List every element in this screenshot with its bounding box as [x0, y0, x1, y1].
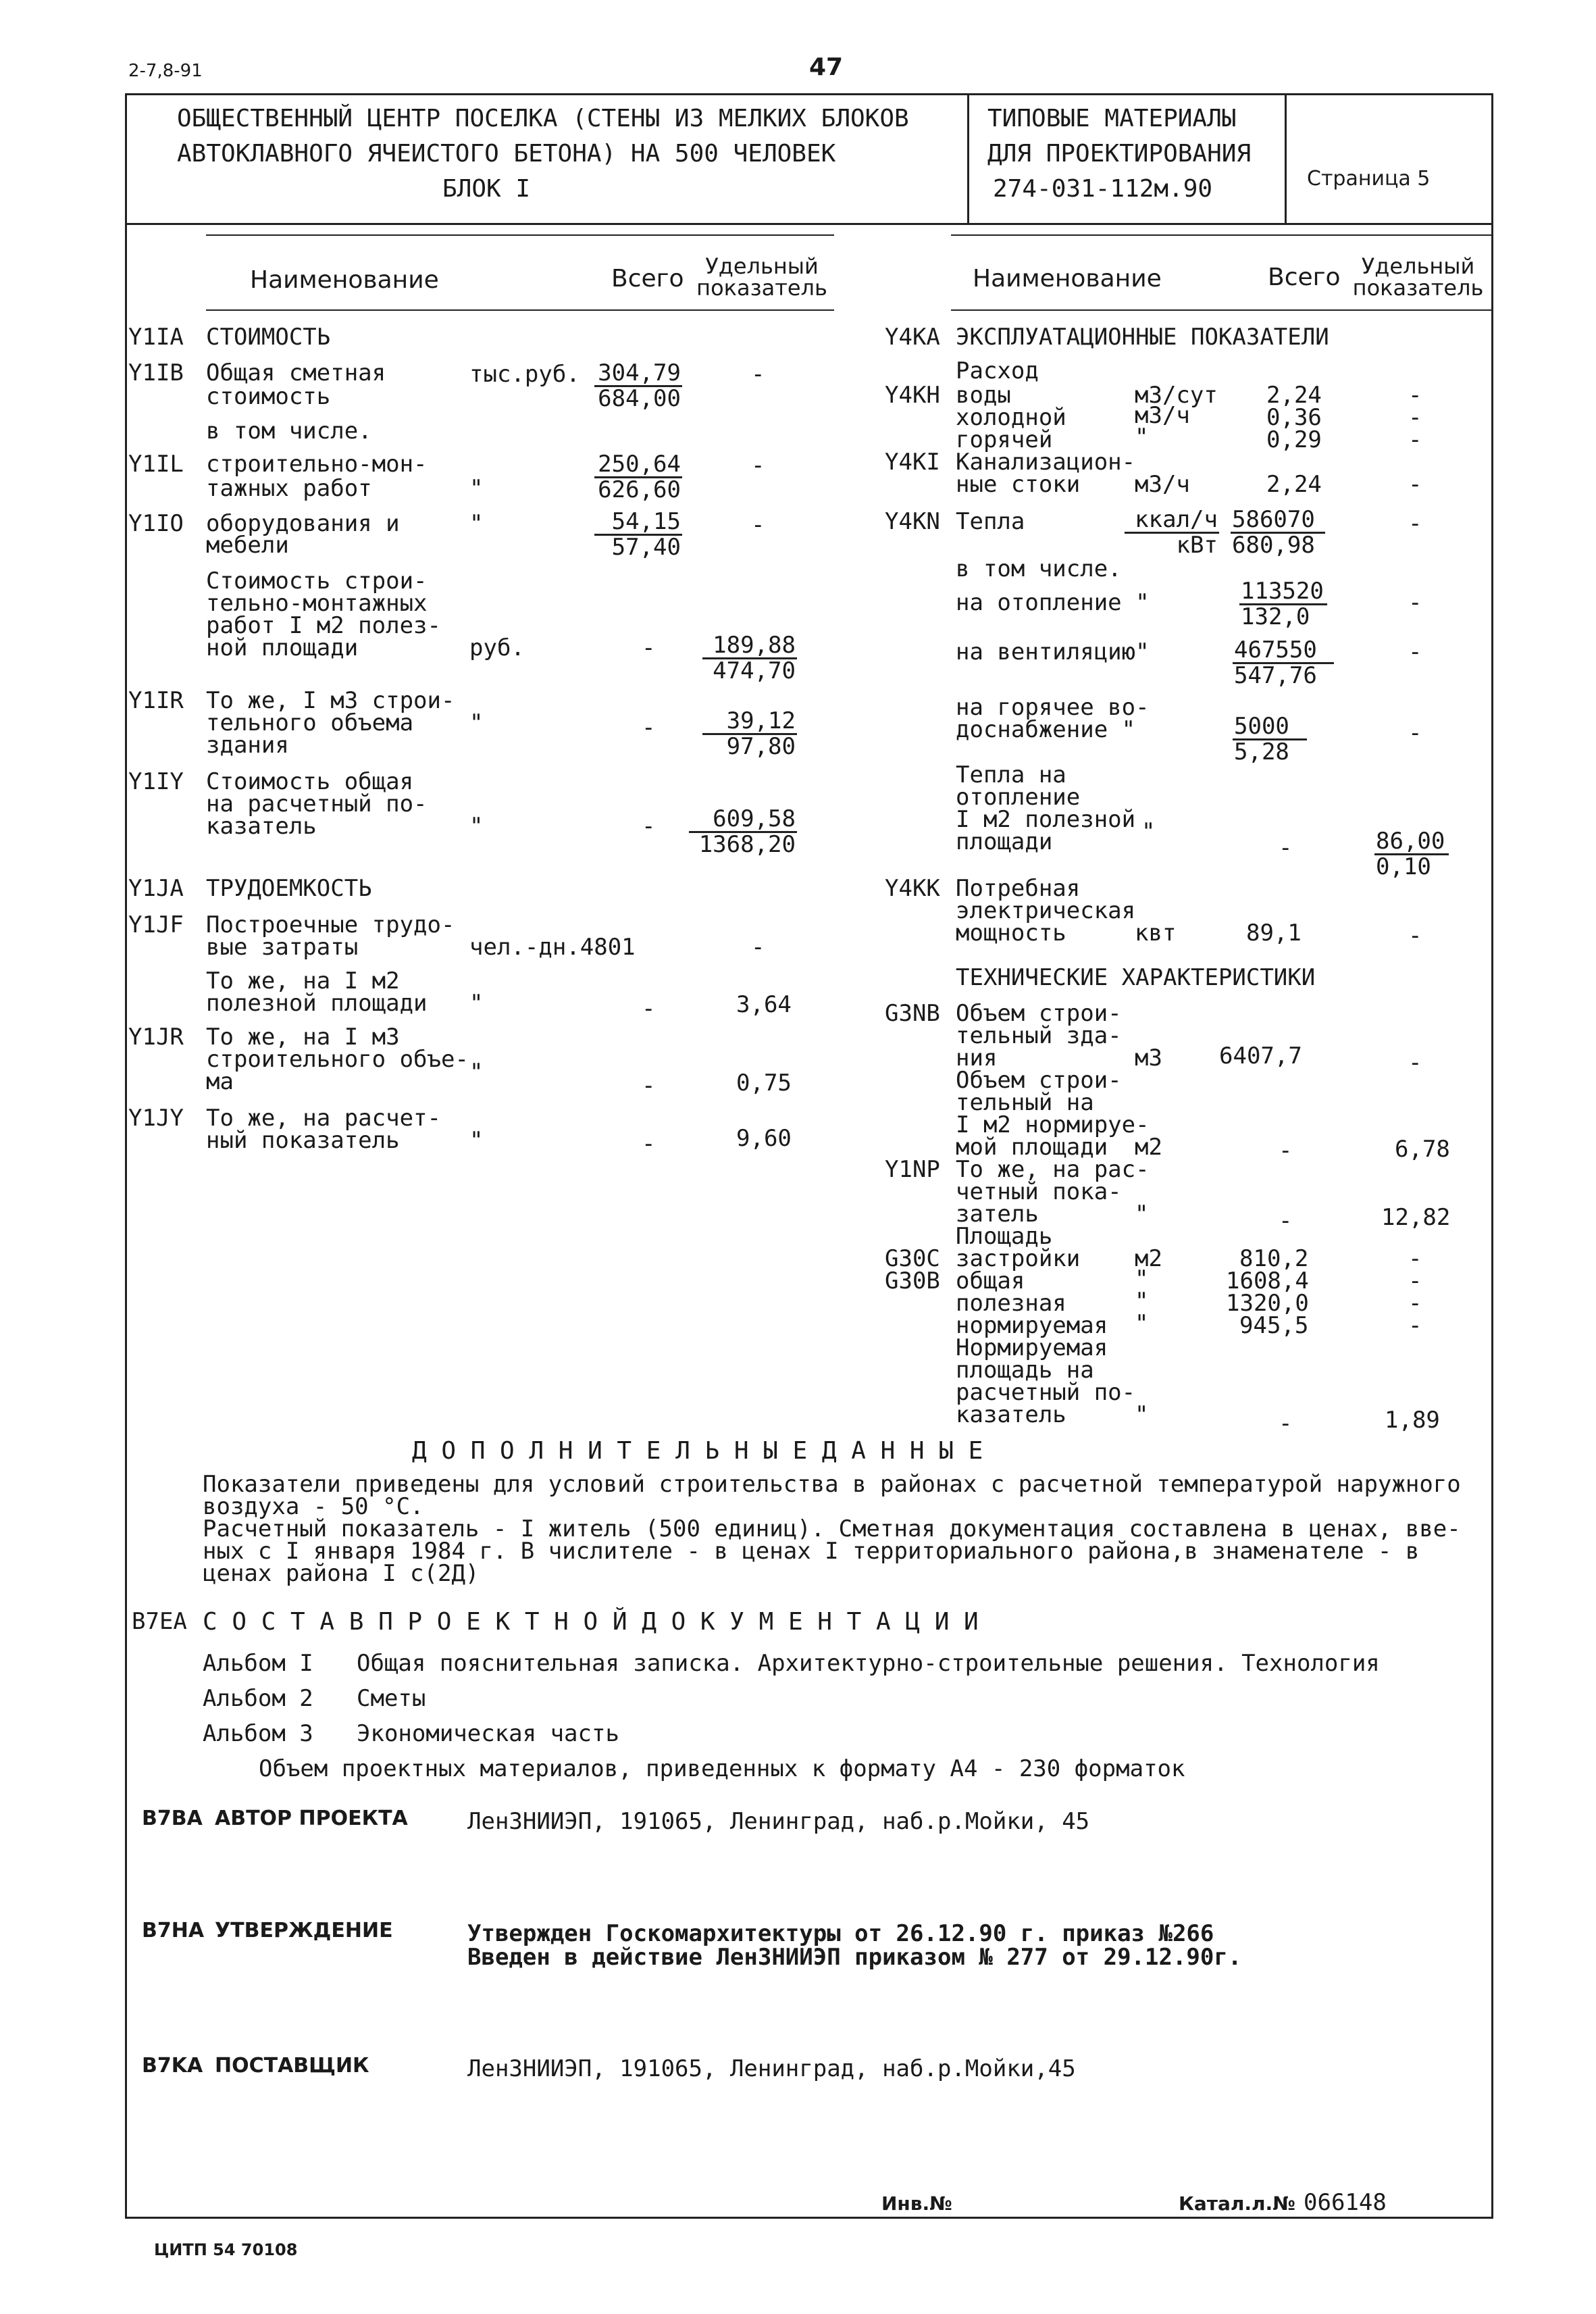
heat-unit-num: ккал/ч: [1125, 508, 1219, 534]
heating-fraction: [1239, 580, 1327, 628]
cost-m3-l1: То же, I м3 строи-: [206, 687, 455, 714]
heat-m2-unit: ": [1141, 818, 1156, 845]
equipment-cost-num: 54,15: [594, 510, 682, 536]
code-y1ib: Y1IB: [128, 359, 184, 386]
equipment-cost-spec: -: [751, 511, 765, 538]
left-spec-h2: показатель: [696, 275, 827, 301]
labor-m2-total: -: [642, 995, 656, 1022]
heating-spec: -: [1408, 589, 1422, 616]
cost-calc-den: 1368,20: [698, 831, 796, 858]
right-header-top-rule: [951, 234, 1491, 236]
extra-p1: Показатели приведены для условий строительства в районах с расчетной температурой наружного: [203, 1471, 1461, 1498]
heat-m2-l4: площади: [956, 828, 1053, 855]
area-total-value: 1608,4: [1226, 1267, 1309, 1294]
heat-unit-fraction: [1125, 508, 1219, 557]
vol-m2-l2: тельный на: [956, 1089, 1094, 1116]
area-useful-spec: -: [1408, 1290, 1422, 1317]
area-norm-label: нормируемая: [956, 1312, 1108, 1339]
cost-m2-num: 189,88: [702, 634, 797, 659]
vol-m2-l1: Объем строи-: [956, 1067, 1122, 1094]
total-cost-den: 684,00: [598, 385, 681, 412]
area-calc-l4: казатель: [956, 1401, 1066, 1428]
labor-calc-total: -: [642, 1130, 656, 1157]
album-2-label: Альбом 2: [203, 1685, 313, 1712]
construction-cost-l1: строительно-мон-: [206, 451, 428, 478]
equipment-cost-l1: оборудования и: [206, 510, 400, 537]
equipment-cost-fraction: [594, 510, 682, 559]
cost-calc-fraction: [689, 807, 797, 856]
volume-value: 6407,7: [1219, 1042, 1302, 1070]
construction-cost-fraction: [594, 453, 682, 501]
page-number: 47: [809, 53, 844, 81]
heating-num: 113520: [1239, 580, 1327, 605]
construction-cost-num: 250,64: [594, 453, 682, 478]
vol-m2-unit: м2: [1135, 1134, 1162, 1161]
cost-m3-total: -: [642, 714, 656, 741]
area-norm-spec: -: [1408, 1312, 1422, 1339]
section-technical: ТЕХНИЧЕСКИЕ ХАРАКТЕРИСТИКИ: [956, 964, 1316, 991]
hotwater-num: 5000: [1233, 715, 1307, 740]
right-header-bottom-rule: [951, 309, 1491, 311]
object-name-line1: ОБЩЕСТВЕННЫЙ ЦЕНТР ПОСЕЛКА (СТЕНЫ ИЗ МЕЛКИХ БЛОКОВ: [177, 105, 909, 132]
cost-m3-l2: тельного объема: [206, 709, 414, 736]
labor-costs-l1: Построечные трудо-: [206, 911, 455, 938]
sewer-unit: м3/ч: [1135, 471, 1190, 498]
vol-m2-l3: I м2 нормируе-: [956, 1111, 1150, 1138]
left-col-name-header: Наименование: [250, 266, 439, 294]
right-col-name-header: Наименование: [973, 265, 1162, 293]
construction-cost-den: 626,60: [598, 476, 681, 503]
power-spec: -: [1408, 922, 1422, 949]
power-value: 89,1: [1246, 920, 1302, 947]
code-y1ja: Y1JA: [128, 875, 184, 902]
supplier-text: ЛенЗНИИЭП, 191065, Ленинград, наб.р.Мойки,45: [467, 2055, 1076, 2082]
approval-l1: Утвержден Госкомархитектуры от 26.12.90 г. приказ №266: [467, 1920, 1214, 1947]
extra-p4: ных с I января 1984 г. В числителе - в ценах I территориального района,в знаменателе - в: [203, 1538, 1420, 1565]
total-cost-fraction: [594, 361, 682, 410]
heat-m2-l1: Тепла на: [956, 761, 1066, 788]
cost-m3-num: 39,12: [702, 709, 797, 735]
catalog-number: 066148: [1304, 2189, 1387, 2216]
water-title: Расход: [956, 357, 1039, 384]
labor-m3-l1: То же, на I м3: [206, 1024, 400, 1051]
section-operational: ЭКСПЛУАТАЦИОННЫЕ ПОКАЗАТЕЛИ: [956, 324, 1329, 351]
hotwater-l1: на горячее во-: [956, 694, 1150, 721]
area-calc-l3: расчетный по-: [956, 1379, 1136, 1406]
water-u1: м3/сут: [1135, 382, 1218, 409]
cost-m2-l2: тельно-монтажных: [206, 590, 428, 617]
heat-spec: -: [1408, 510, 1422, 537]
bottom-code: ЦИТП 54 70108: [154, 2240, 298, 2259]
sewer-value: 2,24: [1266, 471, 1322, 498]
construction-cost-spec: -: [751, 452, 765, 479]
water-s3: -: [1408, 426, 1422, 453]
code-y4ka: Y4KA: [885, 324, 940, 351]
labor-calc-spec: 9,60: [736, 1125, 792, 1152]
heat-num: 586070: [1231, 508, 1325, 534]
series-line2: ДЛЯ ПРОЕКТИРОВАНИЯ: [987, 140, 1252, 168]
cost-m2-unit: руб.: [469, 634, 525, 661]
code-y1ia: Y1IA: [128, 324, 184, 351]
water-s2: -: [1408, 404, 1422, 431]
cost-m2-fraction: [702, 634, 797, 682]
left-spec-h1: Удельный: [705, 253, 819, 279]
water-v3: 0,29: [1266, 426, 1322, 453]
construction-cost-unit: ": [469, 475, 484, 502]
document-code: 2-7,8-91: [128, 61, 203, 81]
cost-m2-den: 474,70: [713, 657, 796, 684]
code-g3nb: G3NB: [885, 1000, 940, 1027]
labor-m2-l2: полезной площади: [206, 990, 428, 1017]
volume-unit: м3: [1135, 1045, 1162, 1072]
labor-m2-spec: 3,64: [736, 991, 792, 1018]
sheet-page-label: Страница 5: [1307, 167, 1431, 191]
code-y1iy: Y1IY: [128, 768, 184, 795]
composition-heading: С О С Т А В П Р О Е К Т Н О Й Д О К У М Е Н Т А Ц И И: [203, 1608, 979, 1636]
total-cost-l2: стоимость: [206, 383, 331, 410]
heat-m2-num: 86,00: [1374, 830, 1449, 855]
approval-l2: Введен в действие ЛенЗНИИЭП приказом № 277 от 29.12.90г.: [467, 1944, 1242, 1971]
extra-p2: воздуха - 50 °С.: [203, 1493, 424, 1520]
total-cost-num: 304,79: [594, 361, 682, 387]
cost-m2-l4: ной площади: [206, 634, 359, 661]
left-col-specific-header: [688, 255, 836, 299]
area-built-spec: -: [1408, 1245, 1422, 1272]
vol-m2-l4: мой площади: [956, 1134, 1108, 1161]
code-g30c: G30C: [885, 1245, 940, 1272]
hotwater-l2: доснабжение ": [956, 716, 1136, 743]
object-name-line3: БЛОК I: [442, 175, 531, 203]
area-calc-unit: ": [1135, 1401, 1149, 1428]
album-1-text: Общая пояснительная записка. Архитектурно-строительные решения. Технология: [357, 1650, 1380, 1677]
area-built-value: 810,2: [1239, 1245, 1309, 1272]
vol-calc-l2: четный пока-: [956, 1178, 1122, 1205]
cost-m3-den: 97,80: [726, 733, 796, 760]
album-3-label: Альбом 3: [203, 1720, 313, 1747]
equipment-cost-l2: мебели: [206, 532, 289, 559]
area-norm-value: 945,5: [1239, 1312, 1309, 1339]
labor-m3-l3: ма: [206, 1068, 234, 1095]
code-y4ki: Y4KI: [885, 449, 940, 476]
heat-m2-den: 0,10: [1376, 853, 1431, 880]
cost-m3-l3: здания: [206, 732, 289, 759]
water-v1: 2,24: [1266, 382, 1322, 409]
vol-calc-l3: затель: [956, 1201, 1039, 1228]
labor-calc-l1: То же, на расчет-: [206, 1105, 441, 1132]
author-text: ЛенЗНИИЭП, 191065, Ленинград, наб.р.Мойки, 45: [467, 1808, 1090, 1835]
code-b7ea: B7EA: [132, 1608, 187, 1635]
code-y1jr: Y1JR: [128, 1024, 184, 1051]
cost-m3-fraction: [702, 709, 797, 758]
labor-m2-unit: ": [469, 990, 484, 1017]
cost-m2-total: -: [642, 634, 656, 661]
heat-m2-fraction: [1374, 830, 1449, 878]
hotwater-fraction: [1233, 715, 1307, 763]
cost-calc-unit: ": [469, 813, 484, 840]
right-incl-label: в том числе.: [956, 555, 1122, 582]
labor-calc-l2: ный показатель: [206, 1127, 400, 1154]
right-spec-h1: Удельный: [1361, 253, 1475, 279]
volume-l3: ния: [956, 1045, 998, 1072]
left-incl-label: в том числе.: [206, 418, 372, 445]
code-y1jy: Y1JY: [128, 1105, 184, 1132]
left-col-total-header: Всего: [611, 265, 684, 293]
hotwater-den: 5,28: [1234, 738, 1289, 765]
labor-m3-unit: ": [469, 1059, 484, 1086]
equipment-cost-unit: ": [469, 510, 484, 537]
water-u3: ": [1135, 424, 1149, 451]
area-useful-unit: ": [1135, 1288, 1149, 1315]
area-useful-label: полезная: [956, 1290, 1066, 1317]
construction-cost-l2: тажных работ: [206, 475, 372, 502]
area-norm-unit: ": [1135, 1310, 1149, 1337]
vent-fraction: [1233, 638, 1334, 687]
labor-m3-l2: строительного объе-: [206, 1046, 469, 1073]
inventory-label: Инв.№: [881, 2192, 952, 2215]
heating-label: на отопление ": [956, 589, 1150, 616]
area-calc-l1: Нормируемая: [956, 1334, 1108, 1361]
area-calc-l2: площадь на: [956, 1357, 1094, 1384]
heat-unit-den: кВт: [1176, 532, 1218, 559]
title-divider-2: [1285, 93, 1287, 224]
water-u2: м3/ч: [1135, 402, 1190, 429]
labor-calc-unit: ": [469, 1127, 484, 1154]
heat-m2-total: -: [1279, 834, 1293, 861]
heat-m2-l3: I м2 полезной: [956, 806, 1136, 833]
water-s1: -: [1408, 382, 1422, 409]
approval-label: УТВЕРЖДЕНИЕ: [215, 1919, 393, 1942]
cost-calc-num: 609,58: [689, 807, 797, 833]
cost-calc-l1: Стоимость общая: [206, 768, 414, 795]
vol-calc-unit: ": [1135, 1201, 1149, 1228]
power-unit: квт: [1135, 920, 1177, 947]
heating-den: 132,0: [1241, 603, 1310, 630]
equipment-cost-den: 57,40: [611, 534, 681, 561]
right-spec-h2: показатель: [1352, 275, 1484, 301]
heat-m2-l2: отопление: [956, 784, 1081, 811]
code-y1np: Y1NP: [885, 1156, 940, 1183]
labor-costs-spec: -: [751, 934, 765, 961]
total-cost-spec: -: [751, 361, 765, 388]
labor-m3-spec: 0,75: [736, 1070, 792, 1097]
power-l1: Потребная: [956, 875, 1081, 902]
author-label: АВТОР ПРОЕКТА: [215, 1807, 408, 1830]
volume-l2: тельный зда-: [956, 1022, 1122, 1049]
total-cost-l1: Общая сметная: [206, 359, 386, 386]
area-calc-total: -: [1279, 1410, 1293, 1437]
extra-p5: ценах района I с(2Д): [203, 1560, 480, 1587]
sewer-l1: Канализацион-: [956, 449, 1136, 476]
area-built-unit: м2: [1135, 1245, 1162, 1272]
code-b7ka: B7KA: [142, 2054, 203, 2078]
water-l2: холодной: [956, 404, 1066, 431]
extra-p3: Расчетный показатель - I житель (500 единиц). Сметная документация составлена в ценах, вве-: [203, 1515, 1461, 1542]
right-col-total-header: Всего: [1268, 263, 1341, 291]
area-built-label: застройки: [956, 1245, 1081, 1272]
vent-den: 547,76: [1234, 662, 1317, 689]
code-y4kk: Y4KK: [885, 875, 940, 902]
right-col-specific-header: [1345, 255, 1491, 299]
area-useful-value: 1320,0: [1226, 1290, 1309, 1317]
area-total-label: общая: [956, 1267, 1025, 1294]
labor-costs-value: чел.-дн.4801: [469, 934, 636, 961]
water-l1: воды: [956, 382, 1011, 409]
title-divider-1: [967, 93, 969, 224]
vent-label: на вентиляцию": [956, 638, 1150, 665]
code-y1ir: Y1IR: [128, 687, 184, 714]
left-header-bottom-rule: [206, 309, 834, 311]
cost-calc-l3: казатель: [206, 813, 317, 840]
area-total-spec: -: [1408, 1267, 1422, 1294]
power-l2: электрическая: [956, 897, 1136, 924]
code-g30b: G30B: [885, 1267, 940, 1294]
water-l3: горячей: [956, 426, 1053, 453]
series-line1: ТИПОВЫЕ МАТЕРИАЛЫ: [987, 105, 1237, 132]
volume-spec: -: [1408, 1049, 1422, 1076]
code-y1jf: Y1JF: [128, 911, 184, 938]
extra-heading: Д О П О Л Н И Т Е Л Ь Н Ы Е Д А Н Н Ы Е: [412, 1437, 983, 1465]
vol-m2-total: -: [1279, 1137, 1293, 1164]
vol-calc-spec: 12,82: [1381, 1204, 1451, 1231]
series-number: 274-031-112м.90: [993, 175, 1213, 203]
volume-l1: Объем строи-: [956, 1000, 1122, 1027]
vol-calc-l1: То же, на рас-: [956, 1156, 1150, 1183]
code-b7ha: B7HA: [142, 1919, 205, 1942]
cost-calc-total: -: [642, 813, 656, 840]
code-y4kh: Y4KH: [885, 382, 940, 409]
vol-calc-total: -: [1279, 1207, 1293, 1234]
object-name-line2: АВТОКЛАВНОГО ЯЧЕИСТОГО БЕТОНА) НА 500 ЧЕЛОВЕК: [177, 140, 836, 168]
vent-spec: -: [1408, 638, 1422, 665]
sewer-l2: ные стоки: [956, 471, 1081, 498]
materials-volume: Объем проектных материалов, приведенных к формату А4 - 230 форматок: [259, 1755, 1185, 1782]
area-calc-spec: 1,89: [1385, 1407, 1440, 1434]
code-b7ba: B7BA: [142, 1807, 203, 1830]
left-header-top-rule: [206, 234, 834, 236]
area-total-unit: ": [1135, 1265, 1149, 1292]
supplier-label: ПОСТАВЩИК: [215, 2054, 369, 2078]
section-labor: ТРУДОЕМКОСТЬ: [206, 875, 372, 902]
hotwater-spec: -: [1408, 720, 1422, 747]
cost-calc-l2: на расчетный по-: [206, 790, 428, 818]
section-cost: СТОИМОСТЬ: [206, 324, 331, 351]
labor-costs-l2: вые затраты: [206, 934, 359, 961]
catalog-label: Катал.л.№: [1179, 2192, 1295, 2215]
code-y4kn: Y4KN: [885, 508, 940, 535]
heat-den: 680,98: [1232, 532, 1315, 559]
album-3-text: Экономическая часть: [357, 1720, 619, 1747]
cost-m2-l1: Стоимость строи-: [206, 568, 428, 595]
code-y1il: Y1IL: [128, 451, 184, 478]
power-l3: мощность: [956, 920, 1066, 947]
vent-num: 467550: [1233, 638, 1334, 664]
total-cost-unit: тыс.руб.: [469, 361, 580, 388]
area-title: Площадь: [956, 1223, 1053, 1250]
album-1-label: Альбом I: [203, 1650, 313, 1677]
labor-m3-total: -: [642, 1072, 656, 1099]
sewer-spec: -: [1408, 471, 1422, 498]
heat-label: Тепла: [956, 508, 1025, 535]
cost-m2-l3: работ I м2 полез-: [206, 612, 441, 639]
heat-fraction: [1231, 508, 1325, 557]
cost-m3-unit: ": [469, 709, 484, 736]
labor-m2-l1: То же, на I м2: [206, 967, 400, 995]
code-y1io: Y1IO: [128, 510, 184, 537]
album-2-text: Сметы: [357, 1685, 426, 1712]
water-v2: 0,36: [1266, 404, 1322, 431]
vol-m2-spec: 6,78: [1395, 1136, 1450, 1163]
